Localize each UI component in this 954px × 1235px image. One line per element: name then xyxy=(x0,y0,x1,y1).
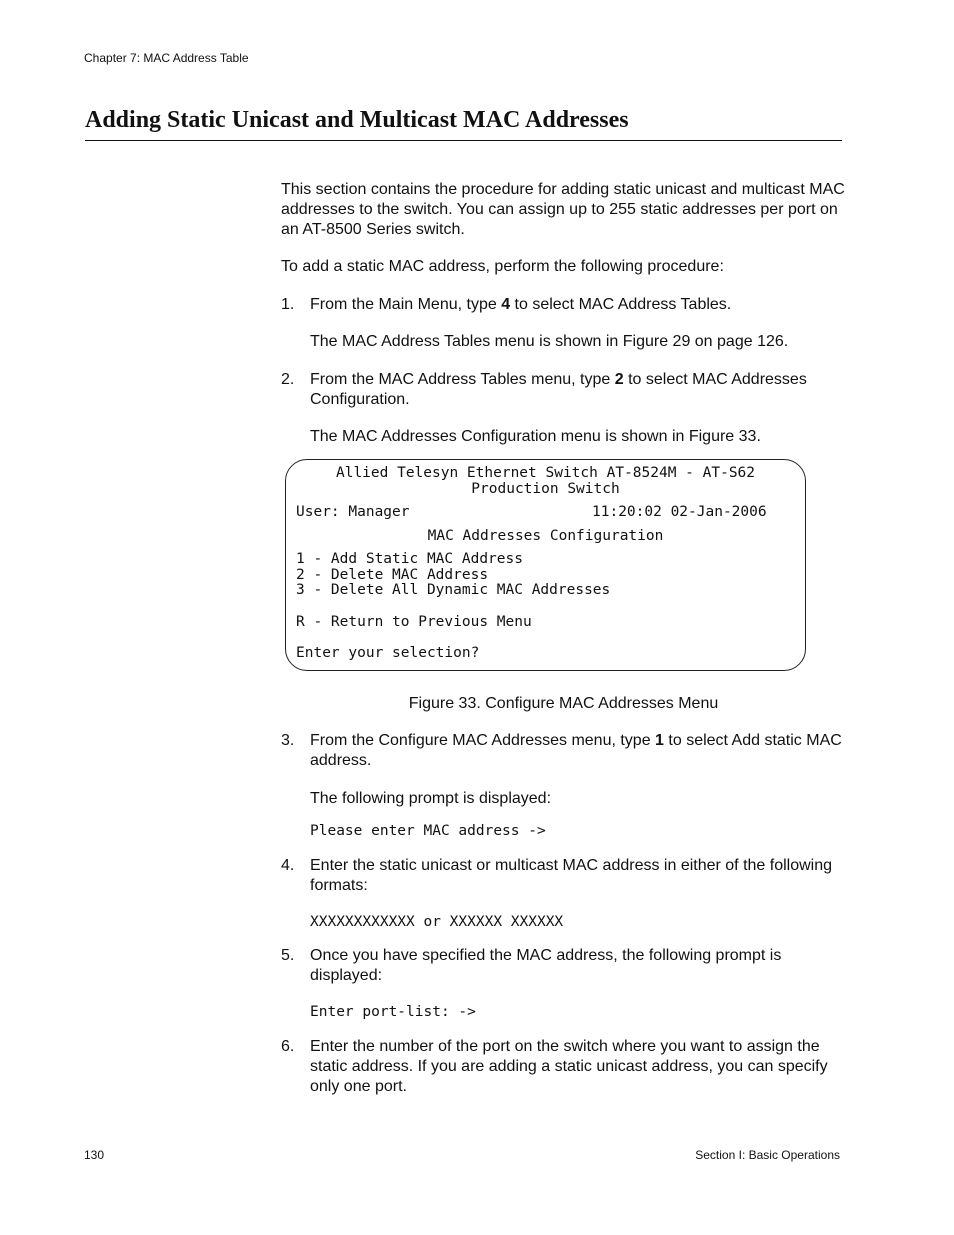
step-4-number: 4. xyxy=(281,857,295,874)
screen-option-3: 3 - Delete All Dynamic MAC Addresses xyxy=(296,582,611,598)
figure-caption: Figure 33. Configure MAC Addresses Menu xyxy=(408,695,719,712)
step-1-text: From the Main Menu, type 4 to select MAC Address Tables. xyxy=(310,296,732,313)
step-4-text: Enter the static unicast or multicast MAC address in either of the following formats: xyxy=(310,857,833,894)
screen-option-1: 1 - Add Static MAC Address xyxy=(296,551,523,567)
screen-option-2: 2 - Delete MAC Address xyxy=(296,567,489,583)
screen-menu-title: MAC Addresses Configuration xyxy=(427,528,664,544)
page-number: 130 xyxy=(84,1148,105,1162)
intro-paragraph: This section contains the procedure for adding static unicast and multicast MAC addresses to the switch. You can assign up to 255 static addresses per port on an AT-8500 Series switch. xyxy=(281,181,845,238)
step-3-note: The following prompt is displayed: xyxy=(310,790,552,807)
step-5-text: Once you have specified the MAC address, the following prompt is displayed: xyxy=(310,947,782,984)
footer-section: Section I: Basic Operations xyxy=(695,1148,840,1162)
screen-datetime: 11:20:02 02-Jan-2006 xyxy=(592,504,767,520)
step-2-number: 2. xyxy=(281,371,295,388)
step-2-text: From the MAC Address Tables menu, type 2 to select MAC Addresses Configuration. xyxy=(310,371,807,408)
step-5-code: Enter port-list: -> xyxy=(310,1004,476,1020)
step-3-key: 1 xyxy=(655,732,664,749)
screen-return-option: R - Return to Previous Menu xyxy=(296,614,532,630)
step-6-number: 6. xyxy=(281,1038,295,1055)
step-2-key: 2 xyxy=(614,371,624,388)
step-3-code: Please enter MAC address -> xyxy=(310,823,546,839)
step-3-number: 3. xyxy=(281,732,295,749)
procedure-intro: To add a static MAC address, perform the following procedure: xyxy=(281,258,724,275)
step-1-number: 1. xyxy=(281,296,295,313)
step-6-text: Enter the number of the port on the switch where you want to assign the static address. If you are adding a static unicast address, you can specify only one port. xyxy=(310,1038,828,1095)
step-2-note: The MAC Addresses Configuration menu is shown in Figure 33. xyxy=(310,428,761,445)
step-1-note: The MAC Address Tables menu is shown in Figure 29 on page 126. xyxy=(310,333,789,350)
screen-title-line2: Production Switch xyxy=(471,481,620,497)
step-4-code: XXXXXXXXXXXX or XXXXXX XXXXXX xyxy=(310,914,564,930)
running-head: Chapter 7: MAC Address Table xyxy=(84,51,249,65)
step-1-key: 4 xyxy=(501,296,511,313)
screen-user: User: Manager xyxy=(296,504,410,520)
step-3-text: From the Configure MAC Addresses menu, type 1 to select Add static MAC address. xyxy=(310,732,842,769)
screen-prompt: Enter your selection? xyxy=(296,645,480,661)
screen-title-line1: Allied Telesyn Ethernet Switch AT-8524M - AT-S62 xyxy=(335,465,756,481)
step-5-number: 5. xyxy=(281,947,295,964)
title-rule xyxy=(85,140,842,141)
section-title: Adding Static Unicast and Multicast MAC Addresses xyxy=(85,107,629,133)
